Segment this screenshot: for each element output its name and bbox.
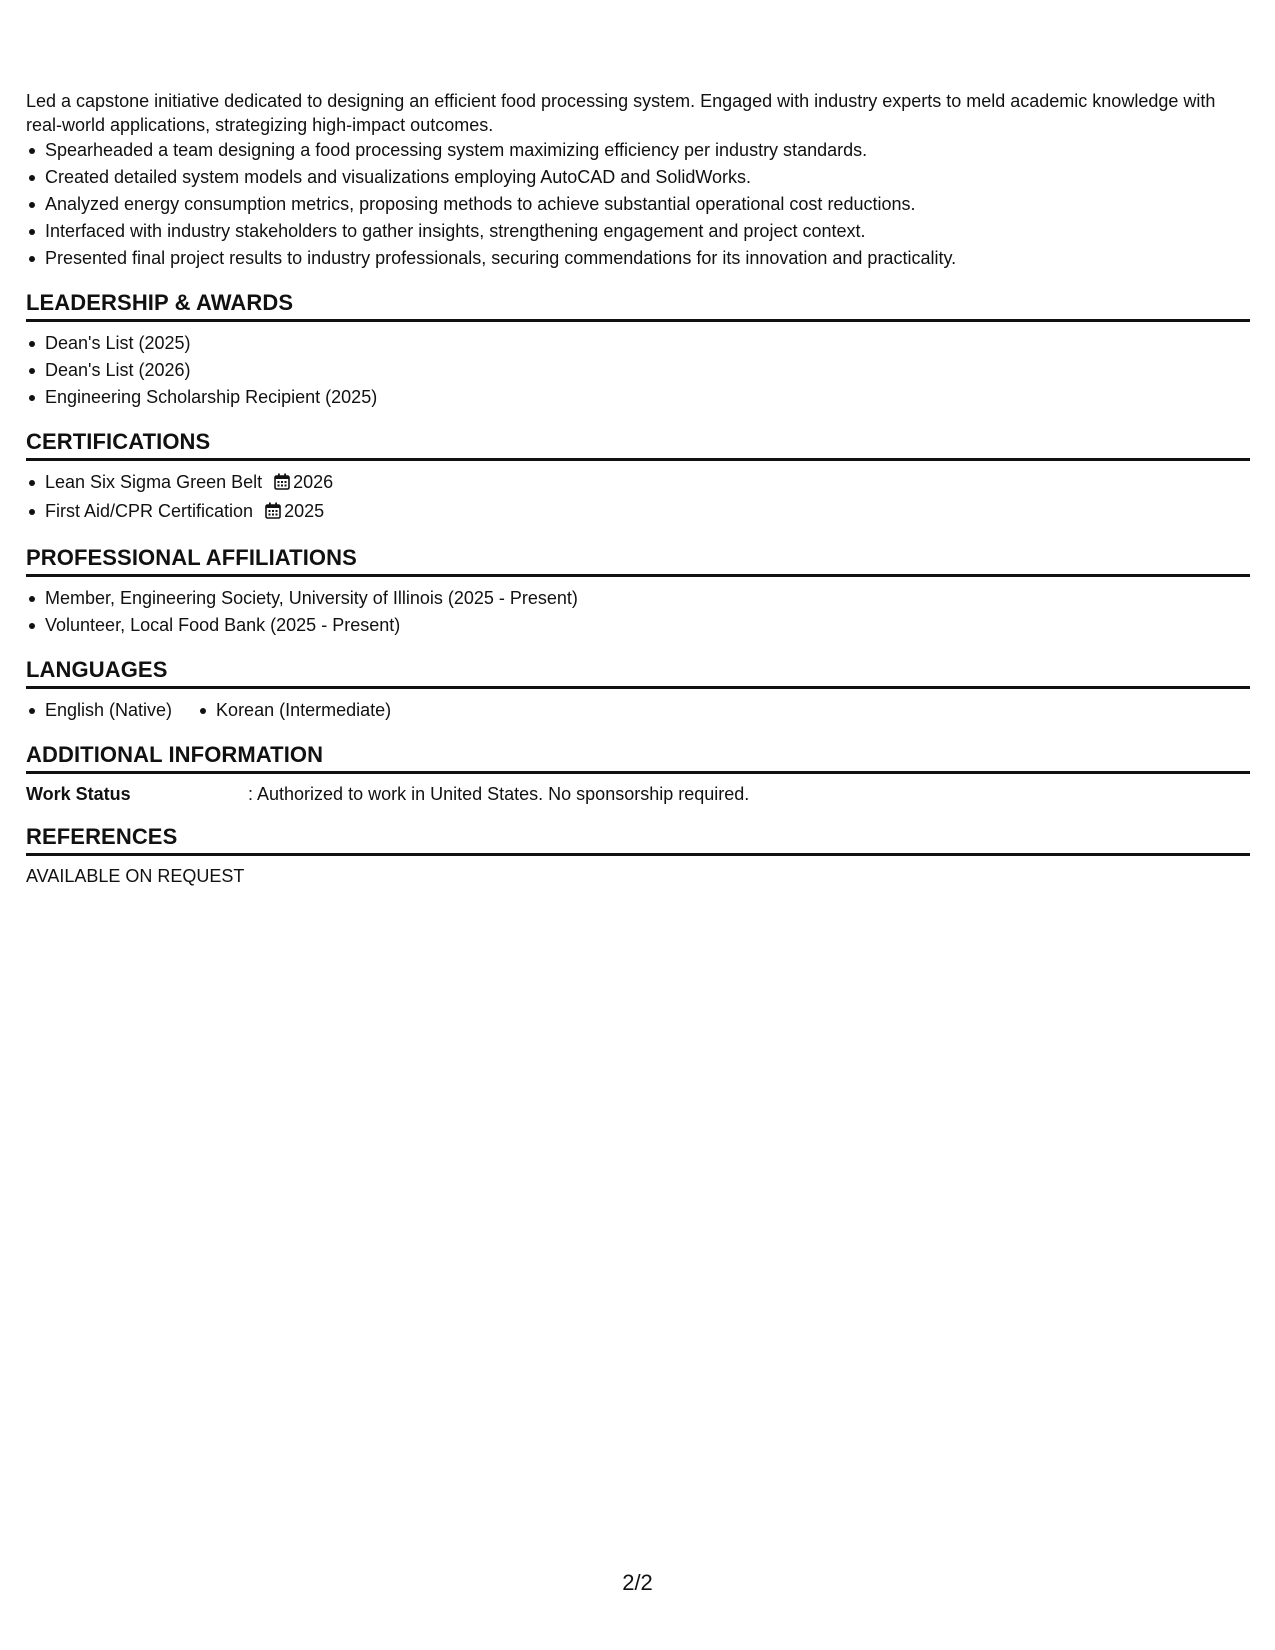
- languages-list: [26, 697, 1250, 724]
- project-description: Led a capstone initiative dedicated to designing an efficient food processing system. Engaged with industry experts to meld academic knowledge with real-world applications, strategizing high-impact outcomes.: [26, 91, 1216, 135]
- list-item: Created detailed system models and visualizations employing AutoCAD and SolidWorks.: [45, 164, 1250, 191]
- references-section: [26, 822, 1250, 888]
- languages-section: [26, 655, 1250, 724]
- calendar-icon: [265, 500, 281, 527]
- certification-item: [45, 469, 1250, 498]
- section-heading: CERTIFICATIONS: [26, 429, 211, 454]
- list-item: Spearheaded a team designing a food processing system maximizing efficiency per industry standards.: [45, 137, 1250, 164]
- certification-year: 2025: [284, 501, 325, 521]
- list-item: Dean's List (2026): [45, 357, 1250, 384]
- section-heading: LANGUAGES: [26, 657, 168, 682]
- additional-info-section: [26, 740, 1250, 806]
- references-text: AVAILABLE ON REQUEST: [26, 866, 245, 886]
- section-divider: [26, 771, 1250, 774]
- project-bullets: [26, 137, 1250, 272]
- certification-item: [45, 498, 1250, 527]
- project-block: [26, 89, 1250, 272]
- leadership-list: [26, 330, 1250, 411]
- section-divider: [26, 853, 1250, 856]
- certification-name: Lean Six Sigma Green Belt: [45, 472, 263, 492]
- section-heading: PROFESSIONAL AFFILIATIONS: [26, 545, 357, 570]
- language-item: Korean (Intermediate): [216, 697, 391, 724]
- page-number: 2/2: [622, 1570, 653, 1595]
- calendar-icon: [274, 471, 290, 498]
- work-status-value: : Authorized to work in United States. No sponsorship required.: [248, 784, 750, 804]
- list-item: Presented final project results to industry professionals, securing commendations for its innovation and practicality.: [45, 245, 1250, 272]
- resume-page: [26, 89, 1250, 888]
- certifications-list: [26, 469, 1250, 527]
- work-status-label: Work Status: [26, 784, 131, 804]
- leadership-section: [26, 288, 1250, 411]
- affiliations-list: [26, 585, 1250, 639]
- affiliations-section: [26, 543, 1250, 639]
- section-divider: [26, 458, 1250, 461]
- list-item: Dean's List (2025): [45, 330, 1250, 357]
- list-item: Interfaced with industry stakeholders to gather insights, strengthening engagement and project context.: [45, 218, 1250, 245]
- certification-name: First Aid/CPR Certification: [45, 501, 254, 521]
- certifications-section: [26, 427, 1250, 527]
- section-divider: [26, 574, 1250, 577]
- certification-year: 2026: [293, 472, 334, 492]
- section-heading: ADDITIONAL INFORMATION: [26, 742, 324, 767]
- section-heading: REFERENCES: [26, 824, 178, 849]
- language-item: English (Native): [45, 697, 172, 724]
- section-divider: [26, 319, 1250, 322]
- section-divider: [26, 686, 1250, 689]
- work-status-row: [26, 782, 1250, 806]
- list-item: Engineering Scholarship Recipient (2025): [45, 384, 1250, 411]
- list-item: Analyzed energy consumption metrics, proposing methods to achieve substantial operational cost reductions.: [45, 191, 1250, 218]
- list-item: Member, Engineering Society, University of Illinois (2025 - Present): [45, 585, 1250, 612]
- list-item: Volunteer, Local Food Bank (2025 - Present): [45, 612, 1250, 639]
- section-heading: LEADERSHIP & AWARDS: [26, 290, 294, 315]
